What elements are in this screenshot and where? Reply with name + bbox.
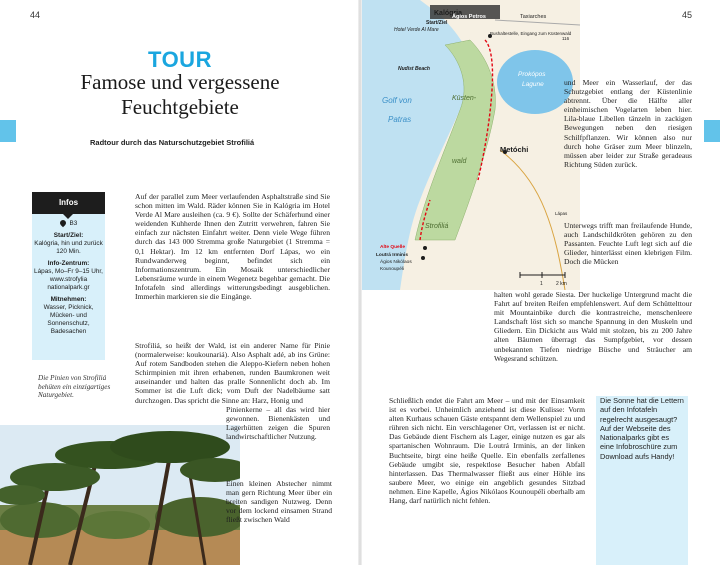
map-canvas	[360, 0, 580, 290]
map-label-strofilia: Strofiliá	[425, 223, 449, 230]
tip-box	[596, 396, 688, 565]
map-label-start: Start/Ziel	[426, 20, 448, 26]
map-scale-1: 1	[540, 281, 543, 287]
subtitle: Radtour durch das Naturschutzgebiet Strofiliá	[90, 138, 255, 147]
route-map	[360, 0, 580, 290]
side-tab-left	[0, 120, 16, 142]
map-road-label: Lápas	[555, 211, 568, 216]
pine-trees-illustration	[0, 425, 240, 565]
info-box-body	[32, 214, 105, 336]
title-line-1: Famose und vergessene	[80, 70, 280, 94]
map-label-loutra: Loutrá Irminis	[376, 253, 408, 258]
tour-label: TOUR	[148, 47, 212, 72]
right-paragraph-2: Unterwegs trifft man freilaufende Hunde, auch Landschildkröten gehören zu den Passanten. Feuchte Luft legt sich auf die Glieder, hinterlässt einen klebrigen Film. Doch die Mücken	[564, 221, 692, 267]
map-label-golf-1: Golf von	[382, 96, 412, 105]
right-paragraph-1: und Meer ein Wasserlauf, der das Schutzgebiet entlang der Küstenlinie abtrennt. Über die Hälfte aller einheimischen Vogelarten leben hier. Lila-blaue Libellen tänzeln in zackigen Bewegungen neben den riesigen Schilfpflanzen. Wir können also nur durch hohe Gräser zum Meer blinzeln, müssen aber leider zur Straße geradeaus Richtung Süden zurück.	[564, 78, 692, 169]
map-label-metochi: Metóchi	[500, 145, 529, 154]
map-label-kalogria: Kalógria	[434, 10, 463, 17]
map-label-bushaltestelle: Bushaltestelle, Eingang zum Küstenwald	[490, 31, 572, 36]
center-text: Lápas, Mo–Fr 9–15 Uhr, www.strofylia nationalpark.gr	[34, 268, 103, 291]
page-number-left: 44	[30, 10, 41, 20]
map-label-nudist: Nudist Beach	[398, 66, 430, 72]
map-label-wald: wald	[452, 158, 467, 165]
start-label: Start/Ziel:	[53, 232, 84, 239]
tip-text: Die Sonne hat die Lettern auf den Infotafeln regelrecht ausgesaugt? Auf der Webseite des Nationalparks gibt es eine Infobroschüre zum Download aufs Handy!	[600, 396, 684, 461]
map-label-alte-quelle: Alte Quelle	[380, 245, 406, 250]
bring-text: Wasser, Picknick, Mücken- und Sonnenschutz, Badesachen	[43, 304, 94, 335]
right-paragraph-4: Schließlich endet die Fahrt am Meer – und mit der Einsamkeit ist es vorbei. Unheimlich anziehend ist diese Kulisse: Vorm alten Kurhaus schauen Gäste entspannt dem Wellenspiel zu und rühren sich nicht. Ein verschlagener Ort, verlassen ist er nicht. Das Gebäude dient Fischern als Lager, einige nutzen es gar als spartanischen Wohnraum. Die Loutrá Irminis, an der linken Buchtseite, birgt eine heiße Quelle. Ein ebenfalls zerfallenes Gebäude umgibt sie, respektlose Besucher haben Abfall hinterlassen. Das Thermalwasser fließt aus einer Höhle ins saubere Meer, wo einige ein angeblich gesundes Sitzbad nehmen. Eine Kapelle, Ágios Nikólaos Kounoupéli oberhalb am Hang, darf natürlich nicht fehlen.	[389, 396, 585, 506]
map-ref-text: B3	[69, 220, 78, 227]
page-title	[60, 70, 300, 120]
book-gutter	[358, 0, 362, 565]
map-reference	[34, 220, 103, 228]
photo-caption: Die Pinien von Strofiliá behüten ein einzigartiges Naturgebiet.	[38, 374, 111, 400]
side-tab-right	[704, 120, 720, 142]
map-scale-2: 2 km	[556, 281, 567, 287]
page-number-right: 45	[681, 10, 692, 20]
map-label-kounoupeli: Kounoupéli	[380, 267, 405, 272]
map-pin-icon	[58, 219, 66, 227]
map-route-number: 116	[562, 36, 570, 41]
info-box-heading: Infos	[32, 192, 105, 214]
pine-forest-photo	[0, 425, 240, 565]
map-label-golf-2: Patras	[388, 115, 412, 124]
body-paragraph-1: Auf der parallel zum Meer verlaufenden Asphaltstraße sind Sie schon mitten im Wald. Räder können Sie in Kalógria im Hotel Verde Al Mare ausleihen (ca. 9 €). Sollte der Schäferhund einer weidenden Kuhherde Ihnen den Zutritt verwehren, fahren Sie einfach zur nächsten Einfahrt weiter. Denn viele Wege führen durch das 143 000 Stremma große Naturgebiet (1 Stremma = 0,1 Hektar). Im 12 km entfernten Dorf Lápas, wo ein Rundwanderweg beginnt, befindet sich ein Informationszentrum. Ein Mosaik unterschiedlicher Lebensräume wurde in einem Wegenetz begehbar gemacht. Die Infotafeln sind allerdings witterungsbedingt ausgeblichen. Immerhin markieren sie die Eingänge.	[135, 192, 330, 302]
body-paragraph-4: Einen kleinen Abstecher nimmt man gern Richtung Meer über ein breiten sandigen Nutzweg. Denn vor dem lockend einsamen Strand fließt zwischen Wald	[226, 479, 332, 525]
start-text: Kalógria, hin und zurück 120 Min.	[34, 240, 103, 255]
right-paragraph-3: halten wohl gerade Siesta. Der huckelige Untergrund macht die Fahrt auf breiten Reifen empfehlenswert. Auf dem Schüttelttour mit Mountainbike durch die kontrastreiche, menschenleere Landschaft löst sich so manche Spannung in den Muskeln und Gliedern. Ein Dickicht aus Wald mit stolzen, bis zu 200 Jahre alten Bäumen überragt das Sumpfgebiet, vor dessen unbekannten Tiefen niedrige Büsche und Sträucher am Wegesrand schützen.	[494, 290, 692, 363]
map-label-prokopos-2: Lagune	[522, 81, 544, 88]
map-label-agios-nikolaos: Ágios Nikólaos	[380, 260, 412, 265]
info-box	[32, 192, 105, 360]
map-label-kusten: Küsten-	[452, 95, 477, 102]
map-label-taxiarches: Taxiarches	[520, 14, 547, 20]
body-paragraph-3: Pinienkerne – all das wird hier gewonnen. Bienenkästen und Lagerhütten zeigen die Spuren landwirtschaftlicher Nutzung.	[226, 405, 330, 442]
title-line-2: Feuchtgebiete	[121, 95, 239, 119]
body-paragraph-2: Strofiliá, so heißt der Wald, ist ein anderer Name für Pinie (normalerweise: koukounariá). Also Asphalt adé, ab ins Grüne: Auf rotem Sandboden stehen die Aleppo-Kiefern neben hohen Schirmpinien mit ihren erhabenen, runden Baumkronen weit auseinander und halten das pralle Sonnenlicht doch ab. Im Sommer ist die Luft dick; vom Duft der Nadelbäume satt durchzogen. Das spricht die Sinne an: Harz, Honig und	[135, 341, 330, 405]
map-label-hotel: Hotel Verde Al Mare	[394, 27, 439, 33]
map-label-agios-petros: Ágios Petros	[452, 14, 486, 20]
bring-label: Mitnehmen:	[50, 296, 87, 303]
center-label: Info-Zentrum:	[47, 260, 90, 267]
map-label-prokopos-1: Prokópos	[518, 71, 546, 78]
